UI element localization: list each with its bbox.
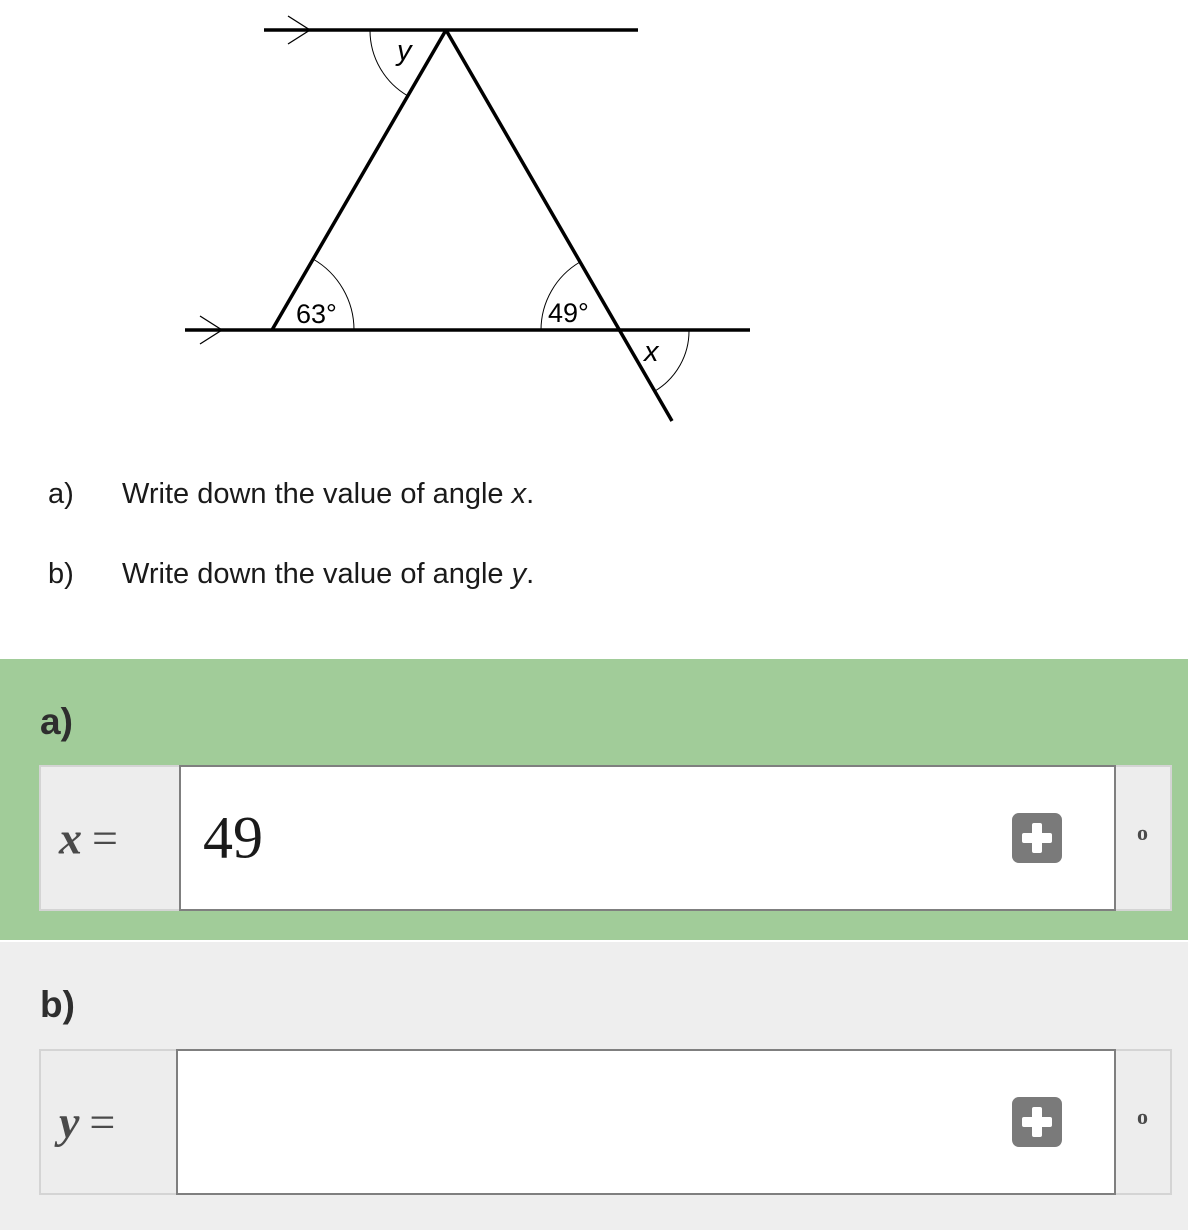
angle-label-63: 63° [296, 299, 337, 329]
plus-square-icon[interactable] [1012, 813, 1062, 863]
variable-label-x [59, 812, 118, 865]
variable-y: y [59, 1096, 80, 1148]
angle-label-y: y [397, 35, 412, 67]
answer-row-a [39, 765, 1172, 911]
answer-row-b [39, 1049, 1172, 1195]
question-b-variable: y [511, 558, 527, 590]
variable-label-y [59, 1096, 115, 1149]
question-b-end: . [526, 558, 535, 590]
right-transversal [446, 30, 672, 421]
answer-input-x[interactable] [179, 765, 1116, 911]
question-b-text: Write down the value of angle [122, 558, 512, 590]
equals-sign: = [92, 812, 118, 864]
degree-unit-a: o [1137, 819, 1148, 845]
answer-input-y[interactable] [176, 1049, 1116, 1195]
angle-label-49: 49° [548, 298, 589, 328]
question-a-end: . [526, 478, 535, 510]
question-a [48, 478, 534, 511]
question-a-variable: x [511, 478, 527, 510]
question-b-label: b) [48, 558, 74, 590]
angle-label-x: x [644, 336, 659, 368]
answer-input-x-value: 49 [203, 804, 263, 871]
part-a-label: a) [40, 701, 73, 742]
angle-arc-x [655, 330, 689, 391]
equals-sign: = [89, 1096, 116, 1148]
part-b-label: b) [40, 984, 75, 1025]
question-a-label: a) [48, 478, 74, 510]
variable-x: x [59, 812, 82, 864]
answer-part-b [0, 942, 1188, 1230]
plus-square-icon[interactable] [1012, 1097, 1062, 1147]
geometry-diagram [0, 0, 1195, 440]
question-a-text: Write down the value of angle [122, 478, 512, 510]
answer-part-a [0, 659, 1188, 940]
question-b [48, 558, 534, 591]
degree-unit-b: o [1137, 1103, 1148, 1129]
left-transversal [272, 30, 446, 330]
